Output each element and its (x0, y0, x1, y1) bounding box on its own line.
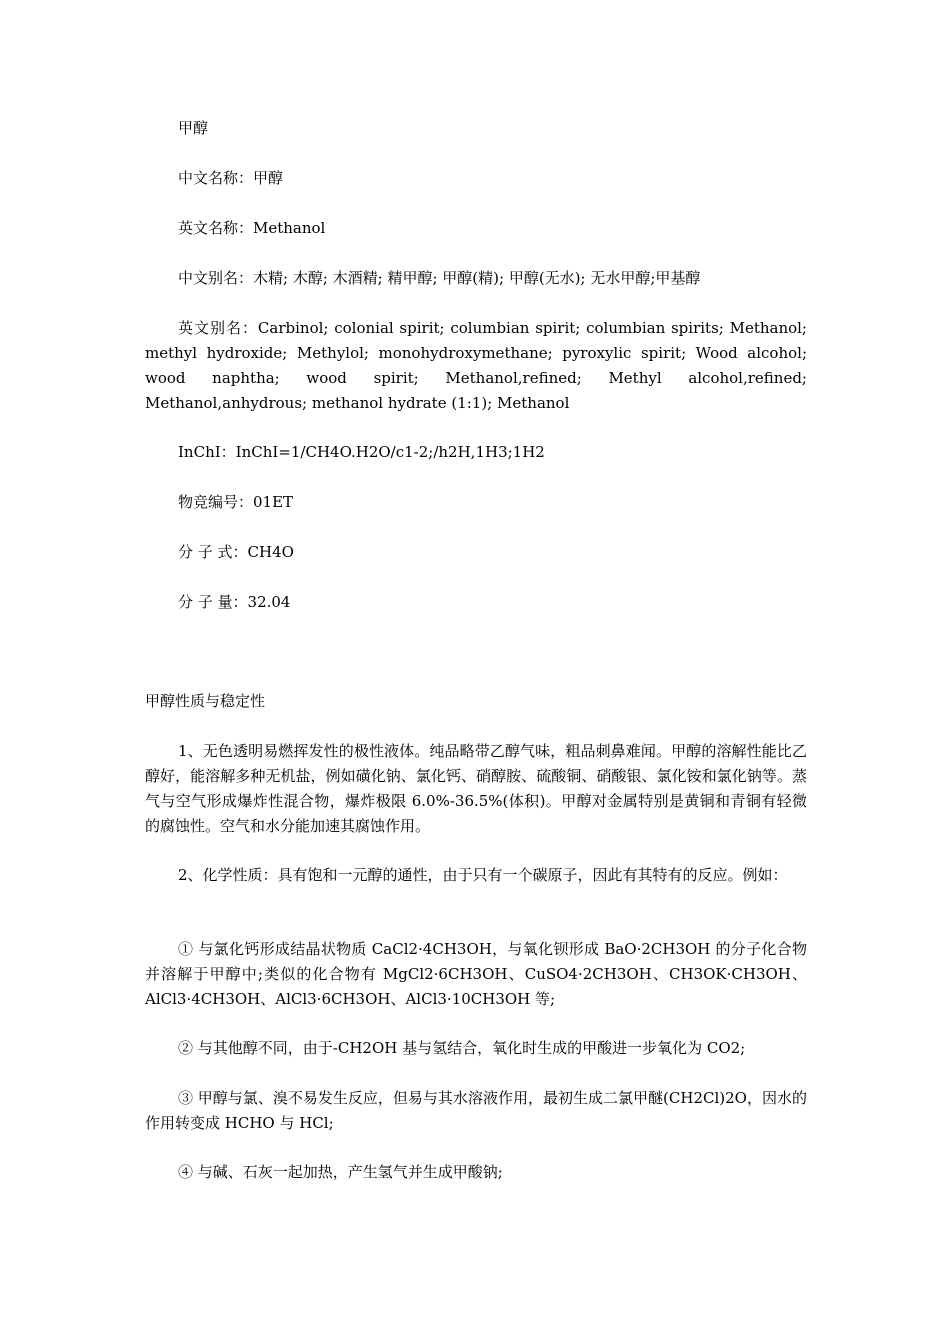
compound-code-line: 物竞编号：01ET (178, 493, 294, 511)
chinese-aliases-line: 中文别名：木精; 木醇; 木酒精; 精甲醇; 甲醇(精); 甲醇(无水); 无水甲醇;甲基醇 (178, 269, 701, 287)
molecular-formula-line: 分 子 式：CH4O (178, 543, 294, 561)
reaction-item-2: ② 与其他醇不同，由于-CH2OH 基与氢结合，氧化时生成的甲酸进一步氧化为 CO2; (178, 1039, 746, 1057)
section-heading: 甲醇性质与稳定性 (145, 692, 266, 710)
inchi-line: InChI：InChI=1/CH4O.H2O/c1-2;/h2H,1H3;1H2 (178, 443, 545, 461)
doc-title: 甲醇 (178, 119, 209, 137)
english-name-line: 英文名称：Methanol (178, 219, 326, 237)
property-paragraph-2: 2、化学性质：具有饱和一元醇的通性，由于只有一个碳原子，因此有其特有的反应。例如： (178, 866, 788, 884)
reaction-item-1: ① 与氯化钙形成结晶状物质 CaCl2·4CH3OH，与氧化钡形成 BaO·2CH3OH 的分子化合物并溶解于甲醇中;类似的化合物有 MgCl2·6CH3OH、CuSO4·2CH3OH、CH3OK·CH3OH、AlCl3·4CH3OH、AlCl3·6CH3OH、AlCl3·10CH3OH 等; (145, 940, 807, 1008)
reaction-item-3: ③ 甲醇与氯、溴不易发生反应，但易与其水溶液作用，最初生成二氯甲醚(CH2Cl)2O，因水的作用转变成 HCHO 与 HCl; (145, 1089, 807, 1132)
property-paragraph-1: 1、无色透明易燃挥发性的极性液体。纯品略带乙醇气味，粗品刺鼻难闻。甲醇的溶解性能比乙醇好，能溶解多种无机盐，例如磺化钠、氯化钙、硝醇胺、硫酸铜、硝酸银、氯化铵和氯化钠等。蒸气与空气形成爆炸性混合物，爆炸极限 6.0%-36.5%(体积)。甲醇对金属特别是黄铜和青铜有轻微的腐蚀性。空气和水分能加速其腐蚀作用。 (145, 742, 807, 835)
chinese-name-line: 中文名称：甲醇 (178, 169, 284, 187)
molecular-weight-line: 分 子 量：32.04 (178, 593, 291, 611)
reaction-item-4: ④ 与碱、石灰一起加热，产生氢气并生成甲酸钠; (178, 1163, 503, 1181)
english-aliases-paragraph: 英文别名：Carbinol; colonial spirit; columbian spirit; columbian spirits; Methanol; methyl hydroxide; Methylol; monohydroxymethane; pyroxylic spirit; Wood alcohol; wood naphtha; wood spirit; Methanol,refined; Methyl alcohol,refined; Methanol,anhydrous; methanol hydrate (1:1); Methanol (145, 319, 807, 412)
